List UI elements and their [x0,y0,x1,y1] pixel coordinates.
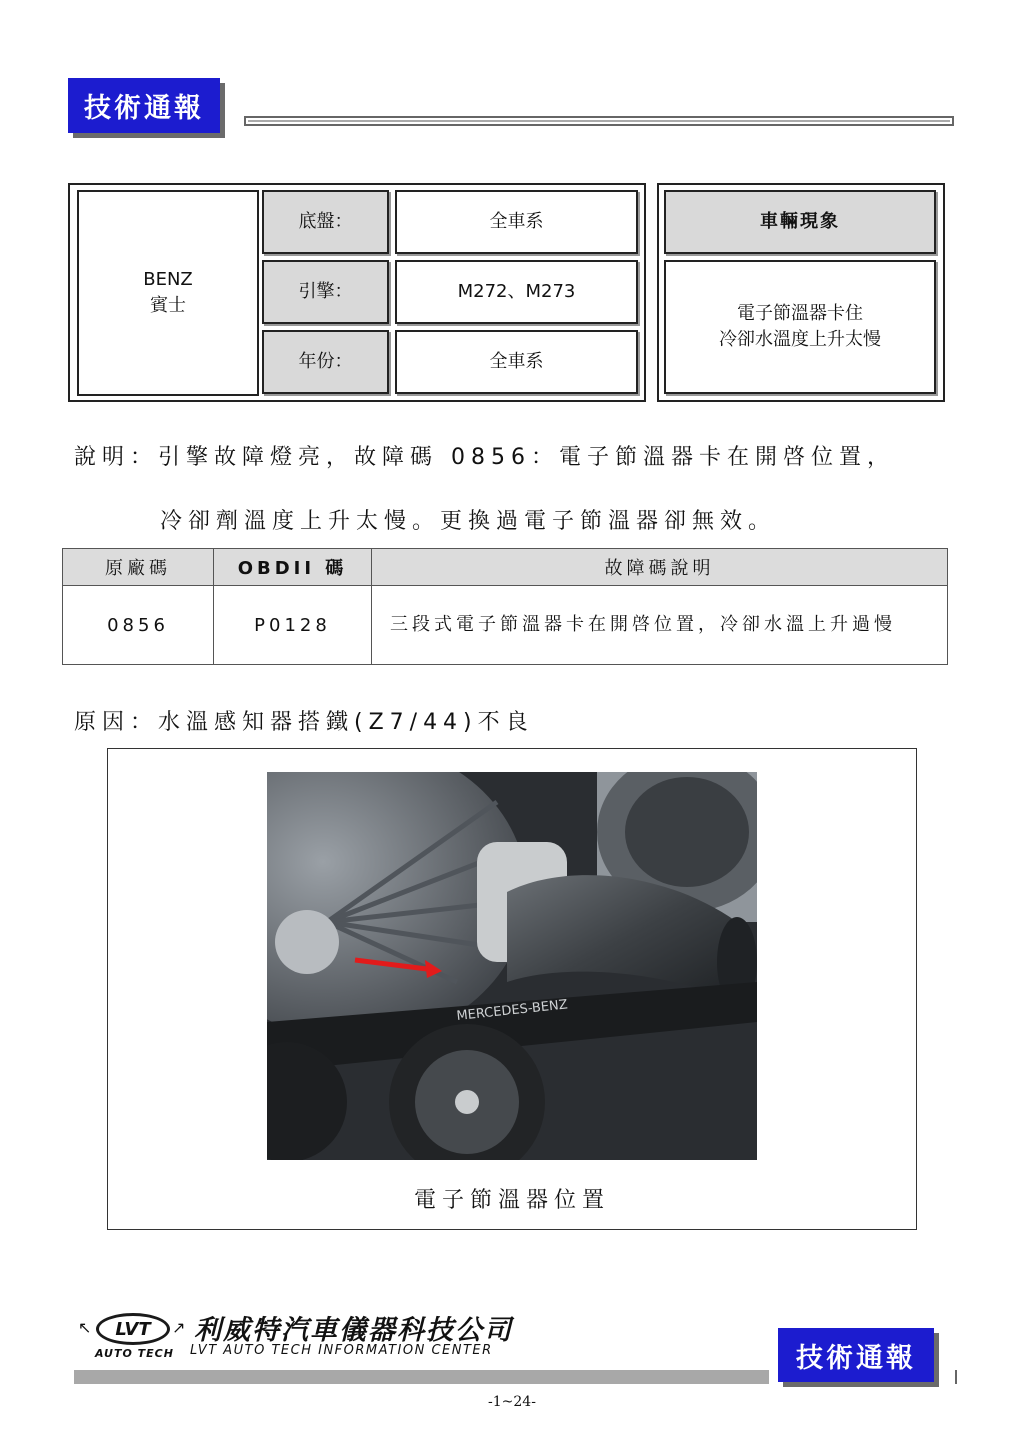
symptom-text [664,260,936,394]
dtc-header-obd: OBDII 碼 [214,549,372,586]
cause-text: 原因：水溫感知器搭鐵(Z7/44)不良 [74,710,534,735]
dtc-header-oem: 原廠碼 [63,549,214,586]
vehicle-info-table [68,183,646,402]
company-name: 利威特汽車儀器科技公司 [194,1315,513,1346]
brand-zh: 賓士 [150,295,186,316]
dtc-description: 三段式電子節溫器卡在開啓位置，冷卻水溫上升過慢 [372,586,948,665]
symptom-line-2: 冷卻水溫度上升太慢 [719,329,881,350]
footer-badge: 技術通報 [778,1328,934,1382]
logo-subtitle: AUTO TECH [95,1347,174,1360]
engine-label: 引擎： [262,260,389,324]
dtc-obd-code: P0128 [214,586,372,665]
engine-value: M272、M273 [395,260,638,324]
year-value: 全車系 [395,330,638,394]
page-number: -1~24- [488,1394,536,1410]
header-badge: 技術通報 [68,78,220,133]
description-line-2: 冷卻劑溫度上升太慢。更換過電子節溫器卻無效。 [160,509,777,534]
table-row [63,586,948,665]
symptom-line-1: 電子節溫器卡住 [737,302,863,324]
chassis-label: 底盤： [262,190,389,254]
symptom-table [657,183,945,402]
header-rule [244,116,954,126]
belt-text: MERCEDES-BENZ [455,997,569,1024]
brand-cell [77,190,259,396]
footer-tick [955,1370,957,1384]
info-center-name: LVT AUTO TECH INFORMATION CENTER [190,1343,493,1358]
brand-en: BENZ [143,268,193,290]
dtc-header-row [63,549,948,586]
chassis-value: 全車系 [395,190,638,254]
dtc-table [62,548,948,665]
dtc-header-desc: 故障碼說明 [372,549,948,586]
figure-caption: 電子節溫器位置 [413,1188,610,1213]
engine-photo-illustration [267,772,757,1160]
description-line-1: 說明：引擎故障燈亮，故障碼 0856：電子節溫器卡在開啓位置， [74,445,895,470]
dtc-oem-code: 0856 [63,586,214,665]
lvt-logo: LVT [96,1313,170,1345]
engine-photo [267,772,757,1160]
symptom-header: 車輛現象 [664,190,936,254]
arrow-left-icon: ↖ [78,1318,92,1337]
arrow-right-icon: ↗ [172,1318,186,1337]
footer-rule [74,1370,769,1384]
year-label: 年份： [262,330,389,394]
